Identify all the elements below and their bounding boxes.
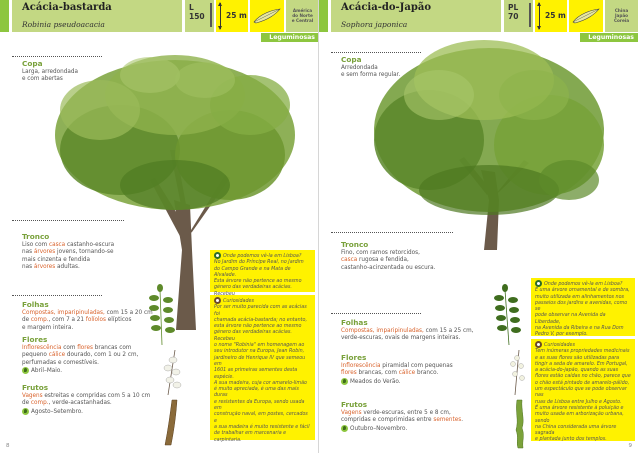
origin-line: China [614, 8, 629, 13]
frutos-title: Frutos [22, 383, 49, 392]
origin-line: América [292, 8, 313, 13]
curiosities-icon [214, 297, 221, 304]
leaf-specimen [494, 284, 521, 345]
scientific-name: Sophora japonica [341, 20, 408, 29]
curiosities-icon [535, 341, 542, 348]
flores-title: Flores [22, 335, 48, 344]
right-page [319, 0, 638, 453]
origin-line: e Central [291, 18, 314, 24]
flower-specimen [511, 350, 525, 395]
code-letter: L [189, 3, 194, 12]
where-panel: Onde podemos vê-la em Lisboa? No Jardim do Príncipe Real, no Jardim do Campo Grande e na Mata de Alvalade. Esta árvore não pertence ao mesmo género das verdadeiras acácias. [210, 250, 315, 292]
page-number: 9 [628, 443, 632, 449]
page-number: 8 [6, 443, 10, 449]
tronco-text: Liso com casca castanho-escura nas árvores jovens, tornando-se mais cinzenta e fendida nas árvores adultas. [22, 242, 115, 271]
curiosities-panel: Curiosidades Por ser muito parecida com as acácias foi chamada acácia-bastarda; no entanto, esta árvore não pertence ao mesmo género das verdadeiras acácias. Recebeu o nome "Robinia" em homenagem ao seu introdutor na Europa, Jean Robin, jardineiro de Henrique IV que semeou em 1601 as primeiras sementes desta espécie. A sua madeira, cuja cor amarelo-limão é muito apreciada, é uma das mais duras e resistentes da Europa, sendo usada em construção naval, em postes, cercados e a sua madeira é muito resistente e fácil de trabalhar em marcenaria e carpintaria. [210, 295, 315, 440]
eye-icon [535, 280, 542, 287]
code-number: 70 [508, 12, 519, 21]
tree-height: 25 m [226, 11, 247, 20]
copa-text: Larga, arredondada e com abertas [22, 69, 78, 83]
frutos-text: Vagens verde-escuras, entre 5 e 8 cm, compridas e comprimidas entre sementes. Outubro–Novembro. [341, 410, 463, 432]
flores-text: Inflorescência piramidal com pequenas flores brancas, com cálice branco. Meados do Verão. [341, 363, 453, 385]
frutos-text: Vagens estreitas e compridas com 5 a 10 cm de comp., verde-acastanhadas. Agosto–Setembro. [22, 393, 151, 415]
curiosities-panel: Curiosidades Tem inúmeras propriedades medicinais e as suas flores são utilizadas para tingir a seda de amarelo. Em Portugal, a acácia-do-japão, quando as suas flores estão caídas no chão, parece que o chão está pintado de amarelo-pálido, um espectáculo que se pode observar nas ruas de Lisboa entre Julho e Agosto. É uma árvore resistente à poluição e muito usada em arborização urbana, sendo na China considerada uma árvore sagrada e plantada junto dos templos. [531, 339, 635, 441]
family-label: Leguminosas [580, 33, 638, 42]
flores-title: Flores [341, 353, 367, 362]
scientific-name: Robinia pseudoacacia [22, 20, 105, 29]
flores-text: Inflorescência com flores brancas com pequeno cálice dourado, com 1 ou 2 cm, perfumadas e comestíveis. Abril–Maio. [22, 345, 139, 375]
common-name: Acácia-bastarda [22, 2, 112, 13]
tronco-title: Tronco [341, 240, 369, 249]
folhas-text: Compostas, imparipinuladas, com 15 a 25 cm, verde-escuras, ovais de margens inteiras. [341, 328, 474, 342]
eye-icon [214, 252, 221, 259]
tronco-text: Fino, com ramos retorcidos, casca rugosa e fendida, castanho-acinzentada ou escura. [341, 250, 436, 271]
common-name: Acácia-do-Japão [341, 2, 432, 13]
code-number: 150 [189, 12, 205, 21]
copa-text: Arredondada e sem forma regular. [341, 65, 401, 79]
flower-specimen [164, 350, 181, 395]
code-letter: PL [508, 3, 519, 12]
folhas-text: Compostas, imparipinuladas, com 15 a 20 cm de comp., com 7 a 21 folíolos elípticos e margem inteira. [22, 310, 153, 331]
where-panel: Onde podemos vê-la em Lisboa? É uma árvore ornamental e de sombra, muito utilizada em alinhamentos nos passeios dos jardins e avenidas, como se pode observar na Avenida da Liberdade, na Avenida da Ribeira e na Rua Dom Pedro V, por exemplo. [531, 278, 635, 336]
pod-specimen [516, 400, 523, 448]
folhas-title: Folhas [341, 318, 368, 327]
tronco-title: Tronco [22, 232, 50, 241]
folhas-title: Folhas [22, 300, 49, 309]
origin-line: Coreia [613, 18, 630, 24]
origin-line: do Norte [292, 13, 313, 19]
copa-title: Copa [341, 55, 362, 64]
pod-specimen [165, 400, 177, 445]
copa-title: Copa [22, 59, 43, 68]
origin-line: Japão [614, 13, 629, 19]
frutos-title: Frutos [341, 400, 368, 409]
leaf-specimen [149, 284, 175, 345]
tree-height: 25 m [545, 11, 566, 20]
family-label: Leguminosas [261, 33, 319, 42]
